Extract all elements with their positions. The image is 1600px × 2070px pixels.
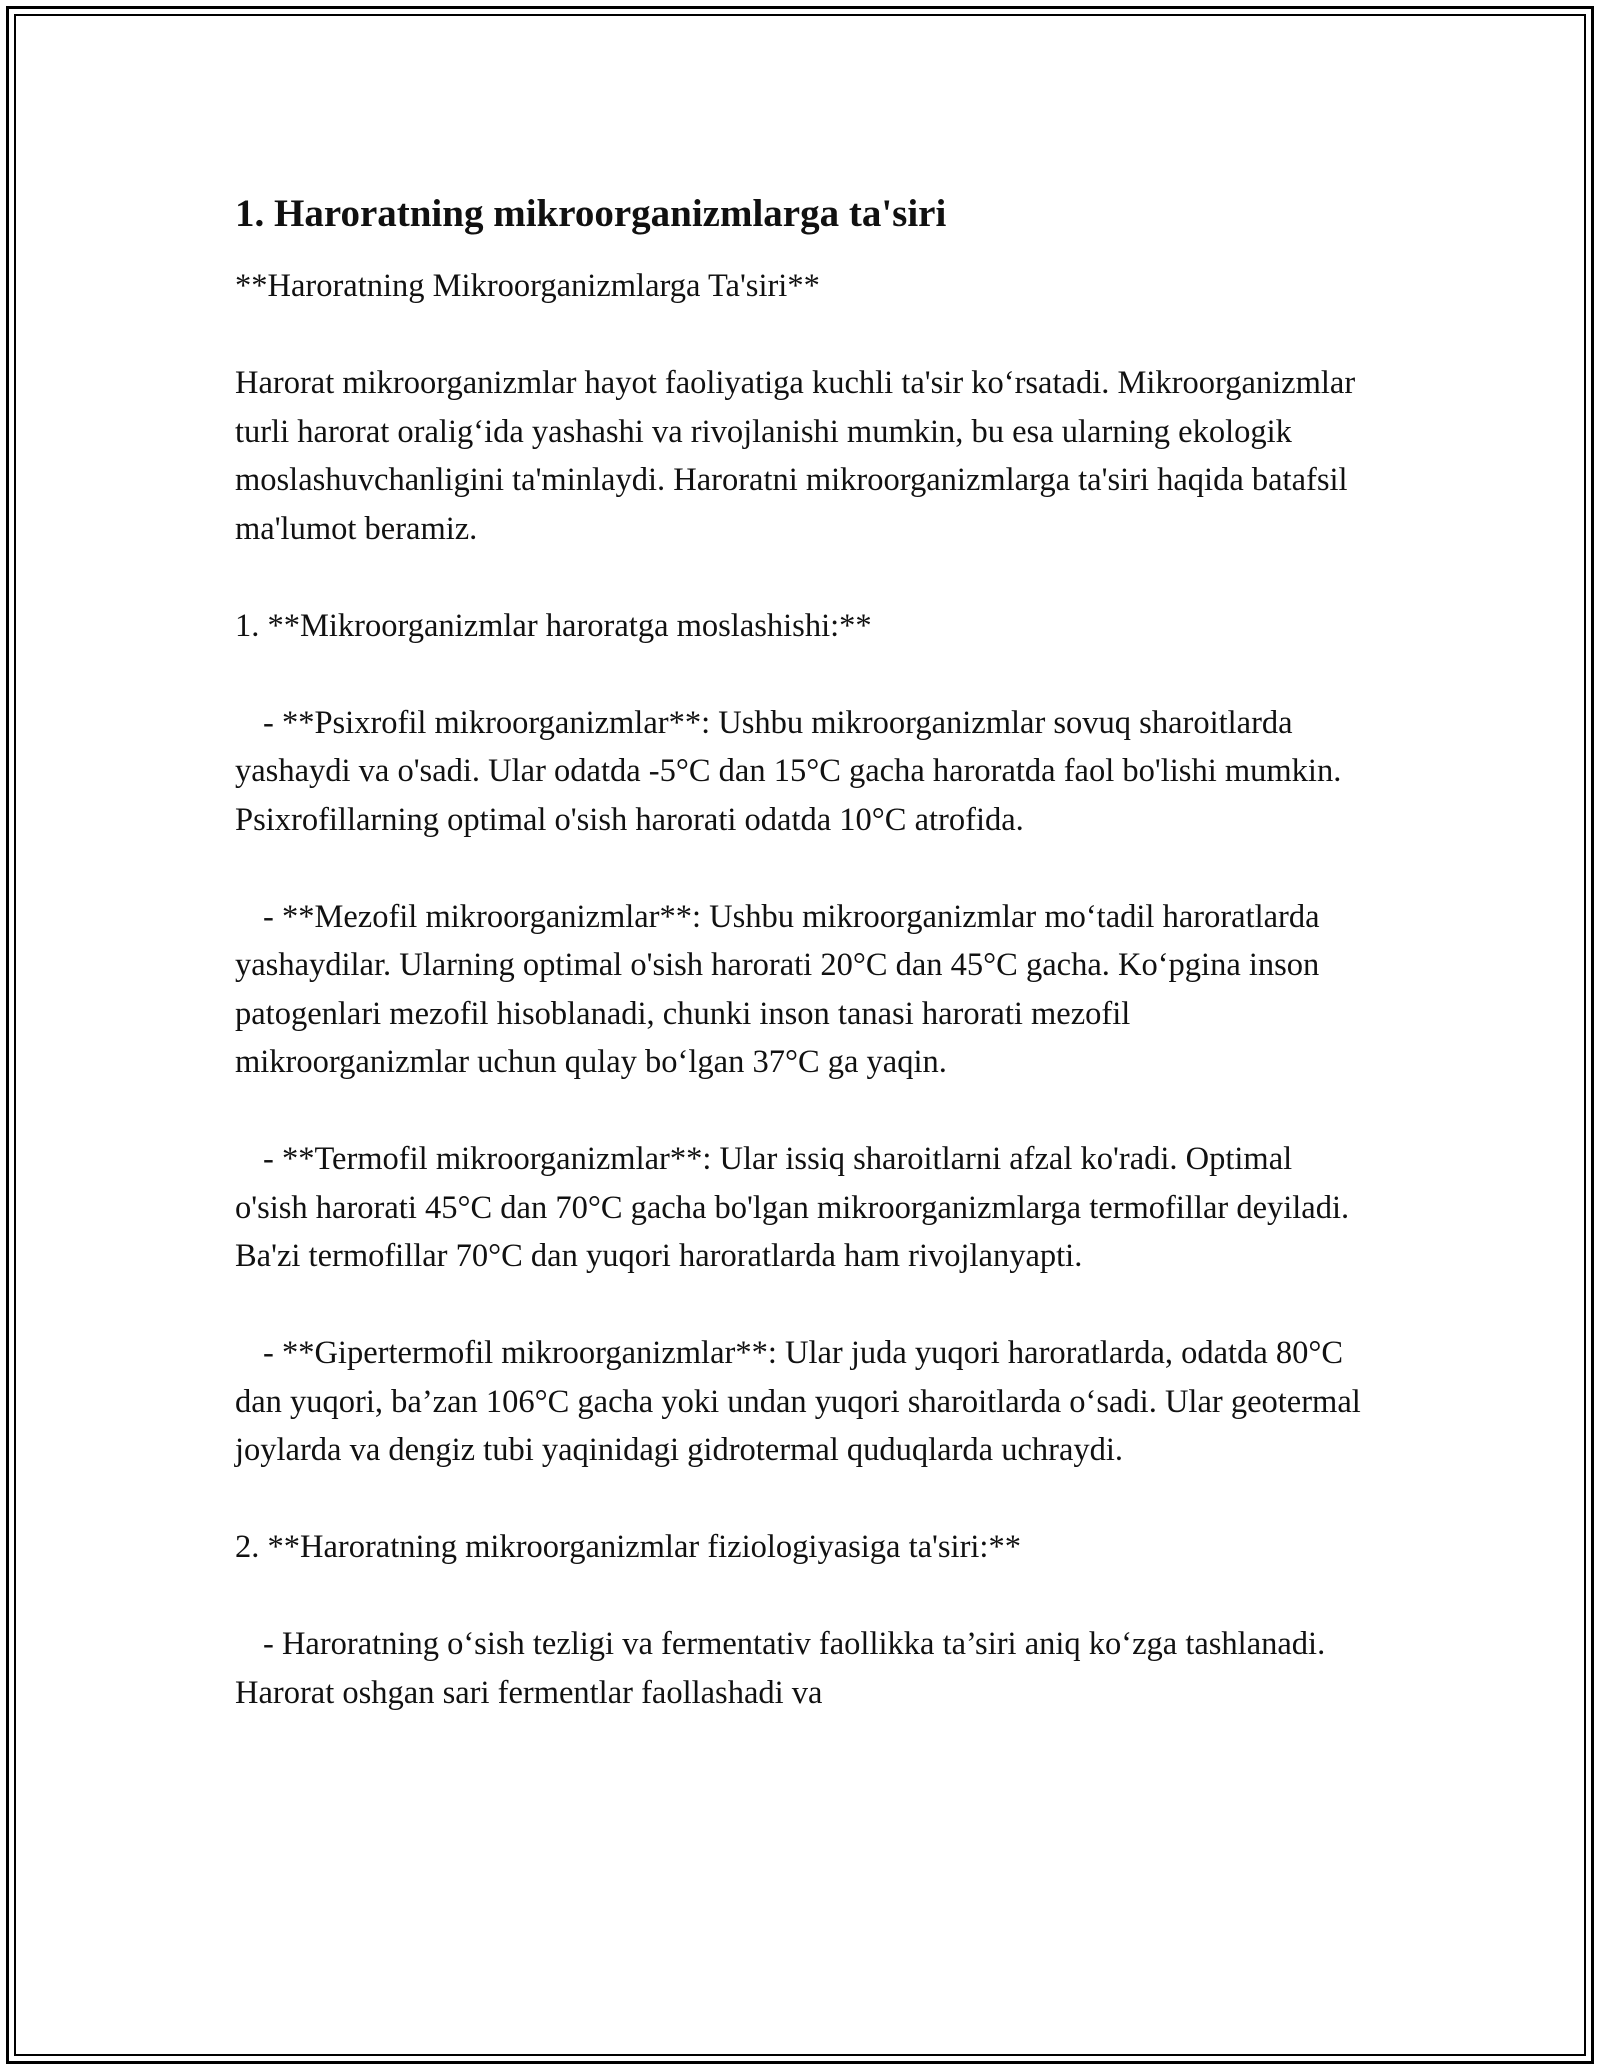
- mesophile-text: - **Mezofil mikroorganizmlar**: Ushbu mikroorganizmlar mo‘tadil haroratlarda yashaydilar. Ularning optimal o'sish harorati 20°C dan 45°C gacha. Ko‘pgina inson patogenlari mezofil hisoblanadi, chunki inson tanasi harorati mezofil mikroorganizmlar uchun qulay bo‘lgan 37°C ga yaqin.: [235, 898, 1328, 1080]
- section-2-title: 2. **Haroratning mikroorganizmlar fiziologiyasiga ta'siri:**: [235, 1529, 1021, 1565]
- document-heading: 1. Haroratning mikroorganizmlarga ta'siri: [235, 192, 947, 235]
- section-1-title: 1. **Mikroorganizmlar haroratga moslashishi:**: [235, 607, 872, 644]
- mesophile-paragraph: [235, 893, 1370, 1087]
- physiology-text: - Haroratning o‘sish tezligi va fermentativ faollikka ta’siri aniq ko‘zga tashlanadi. Harorat oshgan sari fermentlar faollashadi va: [235, 1626, 1334, 1711]
- psychrophile-paragraph: [235, 699, 1370, 845]
- intro-paragraph: Harorat mikroorganizmlar hayot faoliyatiga kuchli ta'sir ko‘rsatadi. Mikroorganizmlar turli harorat oralig‘ida yashashi va rivojlanishi mumkin, bu esa ularning ekologik moslashuvchanligini ta'minlaydi. Haroratni mikroorganizmlarga ta'siri haqida batafsil ma'lumot beramiz.: [235, 365, 1364, 547]
- physiology-paragraph: [235, 1620, 1370, 1717]
- thermophile-paragraph: [235, 1135, 1370, 1281]
- hyperthermophile-text: - **Gipertermofil mikroorganizmlar**: Ular juda yuqori haroratlarda, odatda 80°C dan yuqori, ba’zan 106°C gacha yoki undan yuqori sharoitlarda o‘sadi. Ular geotermal joylarda va dengiz tubi yaqinidagi gidrotermal quduqlarda uchraydi.: [235, 1335, 1369, 1468]
- hyperthermophile-paragraph: [235, 1329, 1370, 1475]
- thermophile-text: - **Termofil mikroorganizmlar**: Ular issiq sharoitlarni afzal ko'radi. Optimal o'sish harorati 45°C dan 70°C gacha bo'lgan mikroorganizmlarga termofillar deyiladi. Ba'zi termofillar 70°C dan yuqori haroratlarda ham rivojlanyapti.: [235, 1141, 1358, 1274]
- document-subtitle: **Haroratning Mikroorganizmlarga Ta'siri**: [235, 268, 820, 304]
- document-body: [235, 186, 1370, 1717]
- psychrophile-text: - **Psixrofil mikroorganizmlar**: Ushbu mikroorganizmlar sovuq sharoitlarda yashaydi va o'sadi. Ular odatda -5°C dan 15°C gacha haroratda faol bo'lishi mumkin. Psixrofillarning optimal o'sish harorati odatda 10°C atrofida.: [235, 704, 1350, 838]
